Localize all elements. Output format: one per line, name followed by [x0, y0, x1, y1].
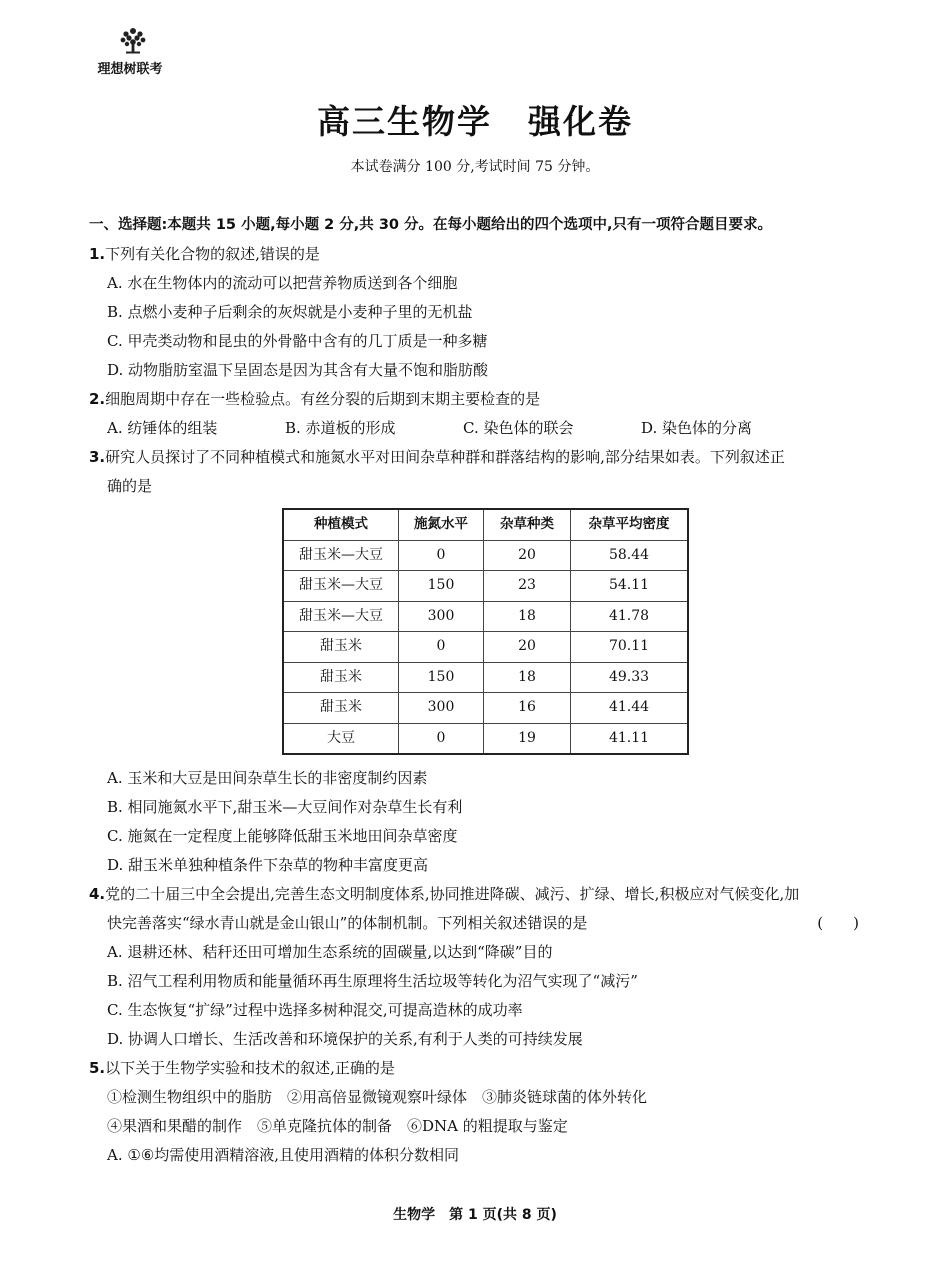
- col-header: 杂草种类: [484, 509, 571, 540]
- option-a: A. 玉米和大豆是田间杂草生长的非密度制约因素: [107, 769, 428, 787]
- option-c: C. 生态恢复“扩绿”过程中选择多树种混交,可提高造林的成功率: [107, 1001, 523, 1019]
- cell: 49.33: [571, 662, 689, 693]
- cell: 甜玉米: [283, 632, 399, 663]
- col-header: 种植模式: [283, 509, 399, 540]
- section-heading: 一、选择题:本题共 15 小题,每小题 2 分,共 30 分。在每小题给出的四个选项中,只有一项符合题目要求。: [89, 217, 773, 233]
- question-stem-cont: [89, 909, 867, 938]
- cell: 甜玉米—大豆: [283, 540, 399, 571]
- cell: 甜玉米—大豆: [283, 601, 399, 632]
- table-row: [283, 540, 688, 571]
- cell: 300: [399, 601, 484, 632]
- cell: 41.78: [571, 601, 689, 632]
- cell: 150: [399, 662, 484, 693]
- question-stem: 下列有关化合物的叙述,错误的是: [105, 245, 320, 263]
- option-d: D. 甜玉米单独种植条件下杂草的物种丰富度更高: [107, 856, 429, 874]
- table-header-row: [283, 509, 688, 540]
- table-row: [283, 571, 688, 602]
- cell: 16: [484, 693, 571, 724]
- question-stem: 以下关于生物学实验和技术的叙述,正确的是: [105, 1059, 395, 1077]
- table-row: [283, 662, 688, 693]
- tree-logo-icon: [119, 26, 147, 56]
- brand-name: 理想树联考: [97, 62, 163, 77]
- cell: 0: [399, 540, 484, 571]
- col-header: 施氮水平: [399, 509, 484, 540]
- question-stem-cont: 确的是: [107, 477, 153, 495]
- exam-info: 本试卷满分 100 分,考试时间 75 分钟。: [350, 159, 600, 175]
- cell: 19: [484, 723, 571, 754]
- title-sub: 强化卷: [528, 102, 633, 141]
- cell: 甜玉米: [283, 693, 399, 724]
- cell: 20: [484, 540, 571, 571]
- option-d: D. 染色体的分离: [641, 419, 753, 437]
- cell: 18: [484, 601, 571, 632]
- question-number: 2.: [89, 390, 106, 408]
- question-stem: 党的二十届三中全会提出,完善生态文明制度体系,协同推进降碳、减污、扩绿、增长,积极应对气候变化,加: [105, 885, 800, 903]
- question-3: [89, 443, 867, 880]
- question-5: [89, 1054, 867, 1170]
- cell: 20: [484, 632, 571, 663]
- option-c: C. 染色体的联会: [463, 419, 574, 437]
- cell: 58.44: [571, 540, 689, 571]
- question-number: 4.: [89, 885, 106, 903]
- option-a: A. 纺锤体的组装: [107, 419, 218, 437]
- cell: 0: [399, 632, 484, 663]
- cell: 18: [484, 662, 571, 693]
- option-a: A. 水在生物体内的流动可以把营养物质送到各个细胞: [107, 274, 458, 292]
- cell: 23: [484, 571, 571, 602]
- cell: 甜玉米: [283, 662, 399, 693]
- question-number: 3.: [89, 448, 106, 466]
- question-2: [89, 385, 867, 443]
- table-row: [283, 632, 688, 663]
- option-d: D. 协调人口增长、生活改善和环境保护的关系,有利于人类的可持续发展: [107, 1030, 583, 1048]
- cell: 大豆: [283, 723, 399, 754]
- experiment-list-line2: ④果酒和果醋的制作 ⑤单克隆抗体的制备 ⑥DNA 的粗提取与鉴定: [107, 1117, 568, 1135]
- question-number: 1.: [89, 245, 106, 263]
- cell: 0: [399, 723, 484, 754]
- question-number: 5.: [89, 1059, 106, 1077]
- page-title: [0, 96, 950, 143]
- cell: 41.11: [571, 723, 689, 754]
- option-c: C. 甲壳类动物和昆虫的外骨骼中含有的几丁质是一种多糖: [107, 332, 488, 350]
- table-row: [283, 693, 688, 724]
- table-row: [283, 601, 688, 632]
- question-stem: 细胞周期中存在一些检验点。有丝分裂的后期到末期主要检查的是: [105, 390, 541, 408]
- cell: 70.11: [571, 632, 689, 663]
- cell: 54.11: [571, 571, 689, 602]
- option-b: B. 沼气工程利用物质和能量循环再生原理将生活垃圾等转化为沼气实现了“减污”: [107, 972, 638, 990]
- brand-logo: [88, 26, 178, 77]
- exam-content: [89, 211, 867, 1170]
- option-b: B. 相同施氮水平下,甜玉米—大豆间作对杂草生长有利: [107, 798, 463, 816]
- question-stem: 研究人员探讨了不同种植模式和施氮水平对田间杂草种群和群落结构的影响,部分结果如表。下列叙述正: [105, 448, 785, 466]
- option-a: A. ①⑥均需使用酒精溶液,且使用酒精的体积分数相同: [107, 1146, 460, 1164]
- option-a: A. 退耕还林、秸秆还田可增加生态系统的固碳量,以达到“降碳”目的: [107, 943, 553, 961]
- option-c: C. 施氮在一定程度上能够降低甜玉米地田间杂草密度: [107, 827, 458, 845]
- options-row: [89, 414, 867, 443]
- experiment-list-line1: ①检测生物组织中的脂肪 ②用高倍显微镜观察叶绿体 ③肺炎链球菌的体外转化: [107, 1088, 648, 1106]
- option-b: B. 赤道板的形成: [285, 419, 396, 437]
- option-d: D. 动物脂肪室温下呈固态是因为其含有大量不饱和脂肪酸: [107, 361, 489, 379]
- question-1: [89, 240, 867, 385]
- page-footer: 生物学 第 1 页(共 8 页): [393, 1207, 557, 1223]
- data-table: [282, 508, 689, 755]
- cell: 甜玉米—大豆: [283, 571, 399, 602]
- answer-parentheses: ( ): [817, 914, 859, 932]
- option-b: B. 点燃小麦种子后剩余的灰烬就是小麦种子里的无机盐: [107, 303, 473, 321]
- question-4: [89, 880, 867, 1054]
- table-row: [283, 723, 688, 754]
- col-header: 杂草平均密度: [571, 509, 689, 540]
- question-stem-line2: 快完善落实“绿水青山就是金山银山”的体制机制。下列相关叙述错误的是: [107, 914, 588, 932]
- cell: 300: [399, 693, 484, 724]
- title-main: 高三生物学: [317, 102, 492, 141]
- cell: 41.44: [571, 693, 689, 724]
- cell: 150: [399, 571, 484, 602]
